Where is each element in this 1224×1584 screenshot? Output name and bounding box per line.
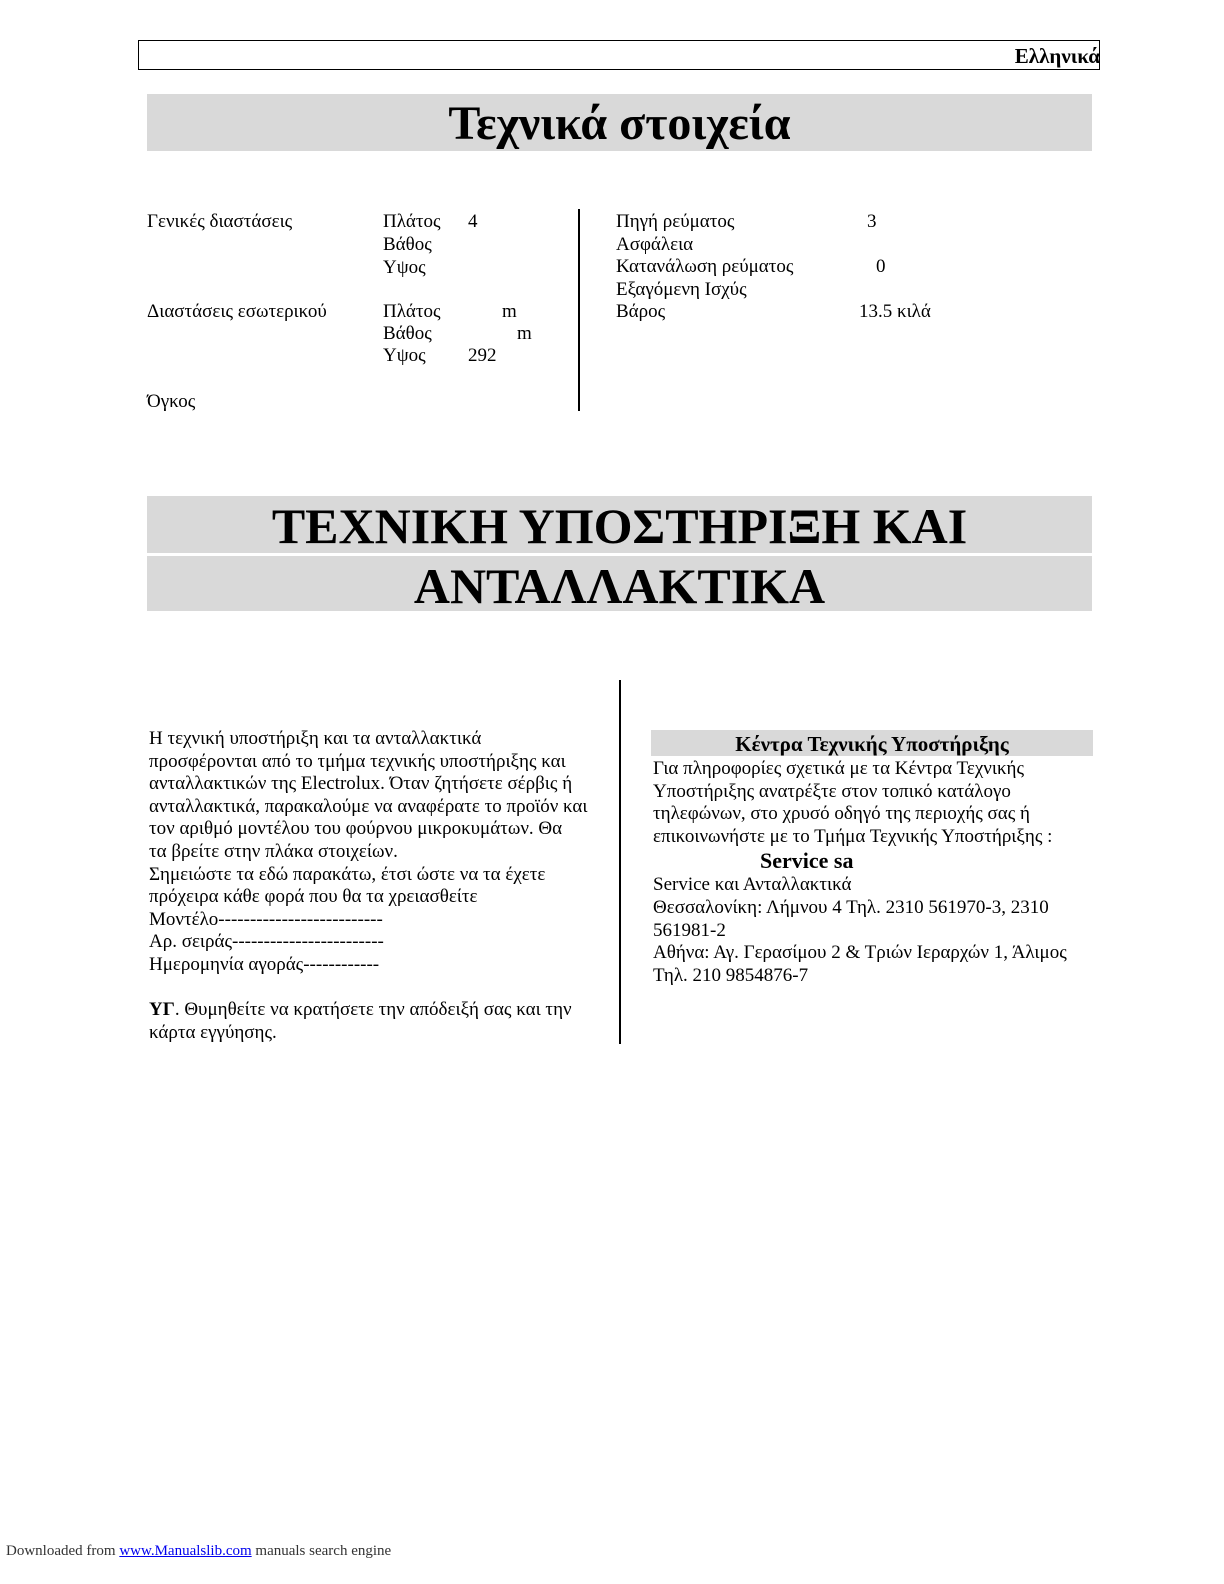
- interior-depth-label: Βάθος: [383, 323, 432, 344]
- interior-width-value: m: [502, 301, 517, 322]
- ps-note: [149, 999, 604, 1022]
- support-divider: [619, 680, 621, 1044]
- support-line: Σημειώστε τα εδώ παρακάτω, έτσι ώστε να τα έχετε: [149, 863, 546, 885]
- general-dimensions-label: Γενικές διαστάσεις: [147, 211, 293, 232]
- specs-divider: [578, 209, 580, 411]
- footer-suffix: manuals search engine: [251, 1543, 392, 1559]
- general-width-value: 4: [468, 211, 478, 232]
- support-title: [147, 496, 1092, 616]
- address-line: Θεσσαλονίκη: Λήμνου 4 Τηλ. 2310 561970-3, 2310: [653, 896, 1049, 918]
- model-field: Μοντέλο--------------------------: [149, 908, 383, 930]
- interior-height-value: 292: [468, 345, 497, 366]
- specs-title: Τεχνικά στοιχεία: [448, 97, 791, 150]
- ps-bold: ΥΓ: [149, 999, 175, 1021]
- support-left-text: [149, 728, 604, 1044]
- support-line: ανταλλακτικά, παρακαλούμε να αναφέρατε το προϊόν και: [149, 795, 588, 817]
- support-line: τον αριθμό μοντέλου του φούρνου μικροκυμάτων. Θα: [149, 818, 563, 840]
- manualslib-link[interactable]: www.Manualslib.com: [119, 1543, 252, 1559]
- centers-line: Για πληροφορίες σχετικά με τα Κέντρα Τεχνικής: [653, 758, 1024, 779]
- address-line: Τηλ. 210 9854876-7: [653, 964, 809, 986]
- footer-prefix: Downloaded from: [6, 1543, 120, 1559]
- general-width-label: Πλάτος: [383, 211, 441, 232]
- centers-line: επικοινωνήστε με το Τμήμα Τεχνικής Υποστήριξης :: [653, 825, 1053, 847]
- power-source-value: 3: [867, 211, 877, 232]
- general-height-label: Υψος: [383, 257, 426, 278]
- service-centers-title: Κέντρα Τεχνικής Υποστήριξης: [651, 730, 1093, 756]
- interior-depth-value: m: [517, 323, 532, 344]
- output-power-label: Εξαγόμενη Ισχύς: [616, 279, 747, 300]
- service-centers-text: [653, 758, 1093, 987]
- language-header-box: [138, 40, 1100, 70]
- support-line: τα βρείτε στην πλάκα στοιχείων.: [149, 840, 398, 862]
- serial-field: Αρ. σειράς------------------------: [149, 931, 384, 953]
- service-name: Service sa: [760, 848, 854, 874]
- interior-height-label: Υψος: [383, 345, 426, 366]
- support-line: προσφέρονται από το τμήμα τεχνικής υποστήριξης και: [149, 750, 566, 772]
- address-line: Service και Ανταλλακτικά: [653, 874, 852, 896]
- interior-dimensions-label: Διαστάσεις εσωτερικού: [147, 301, 327, 322]
- support-title-line1: ΤΕΧΝΙΚΗ ΥΠΟΣΤΗΡΙΞΗ ΚΑΙ: [271, 498, 968, 554]
- ps-line2: κάρτα εγγύησης.: [149, 1021, 277, 1043]
- weight-value: 13.5 κιλά: [859, 301, 931, 322]
- fuse-label: Ασφάλεια: [616, 234, 694, 255]
- centers-line: Υποστήριξης ανατρέξτε στον τοπικό κατάλογο: [653, 780, 1011, 802]
- support-title-line2: ΑΝΤΑΛΛΑΚΤΙΚΑ: [413, 558, 826, 614]
- interior-width-label: Πλάτος: [383, 301, 441, 322]
- address-line: 561981-2: [653, 919, 726, 941]
- language-label: Ελληνικά: [1014, 44, 1100, 68]
- ps-line1: . Θυμηθείτε να κρατήσετε την απόδειξή σας και την: [174, 999, 572, 1021]
- download-footer: [6, 1543, 391, 1560]
- general-depth-label: Βάθος: [383, 234, 432, 255]
- support-line: Η τεχνική υποστήριξη και τα ανταλλακτικά: [149, 728, 482, 749]
- weight-label: Βάρος: [616, 301, 666, 322]
- support-line: πρόχειρα κάθε φορά που θα τα χρειασθείτε: [149, 886, 478, 908]
- support-line: ανταλλακτικών της Electrolux. Όταν ζητήσετε σέρβις ή: [149, 773, 573, 795]
- address-line: Αθήνα: Αγ. Γερασίμου 2 & Τριών Ιεραρχών 1, Άλιμος: [653, 942, 1067, 964]
- power-consumption-value: 0: [876, 256, 886, 277]
- power-consumption-label: Κατανάλωση ρεύματος: [616, 256, 794, 277]
- purchase-date-field: Ημερομηνία αγοράς------------: [149, 953, 380, 975]
- centers-line: τηλεφώνων, στο χρυσό οδηγό της περιοχής σας ή: [653, 803, 1030, 825]
- volume-label: Όγκος: [147, 391, 196, 412]
- power-source-label: Πηγή ρεύματος: [616, 211, 735, 232]
